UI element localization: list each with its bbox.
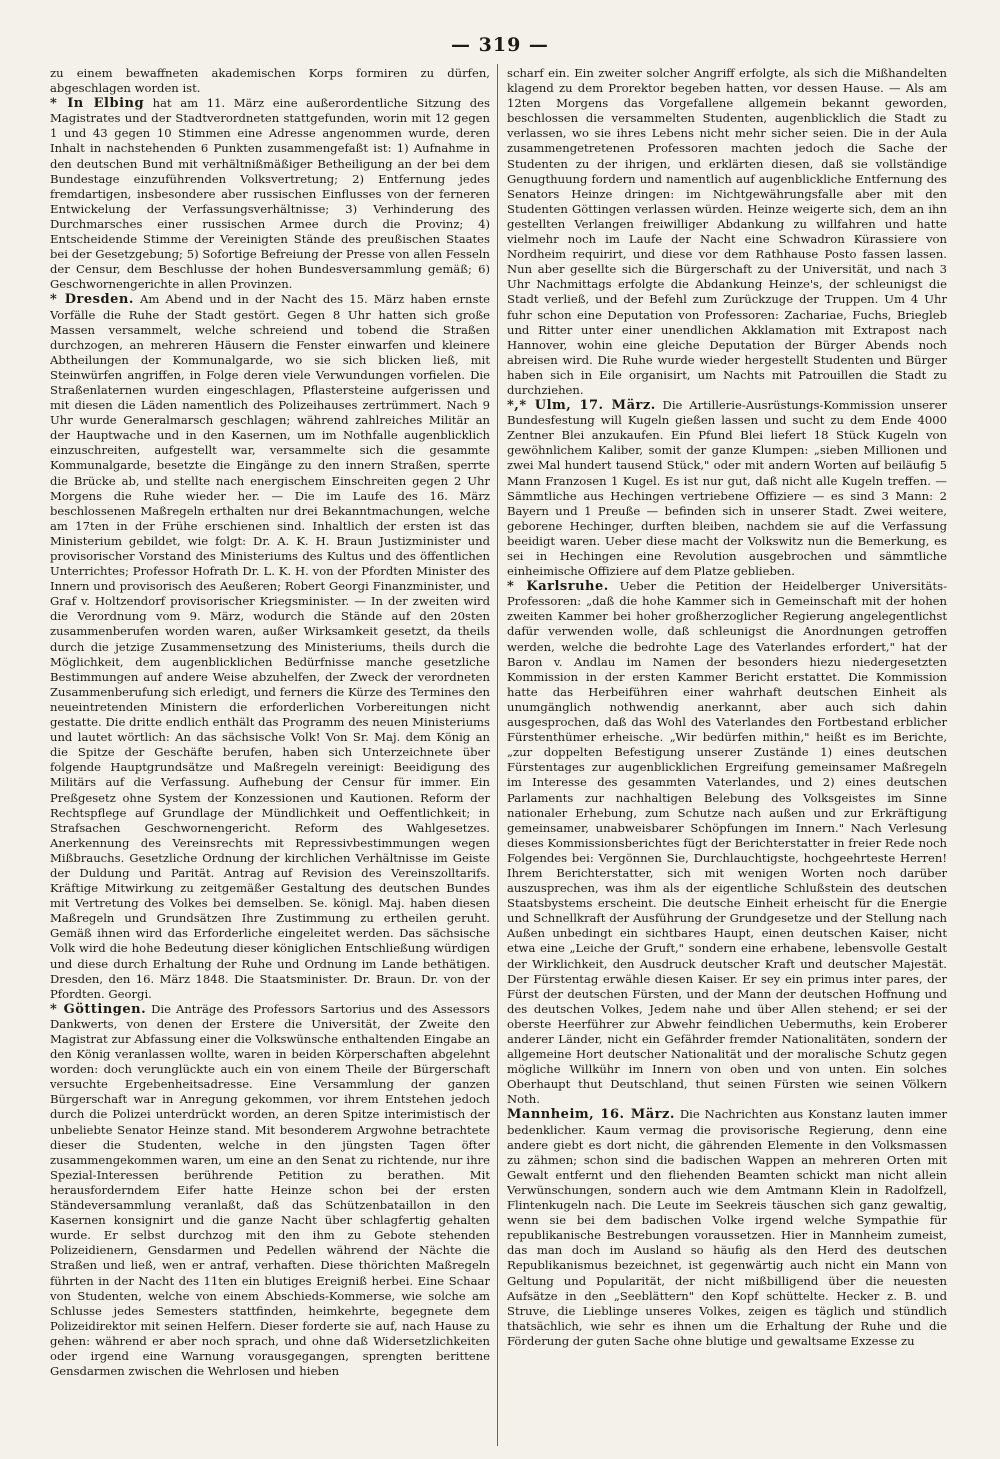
article-elbing: * In Elbing hat am 11. März eine außerordentliche Sitzung des Magistrates und der Stadtverordneten stattgefunden, worin mit 12 gegen 1 und 43 gegen 10 Stimmen eine Adresse angenommen wurde, deren Inhalt in nachstehenden 6 Punkten zusammengefaßt ist: 1) Aufnahme in den deutschen Bund mit verhältnißmäßiger Betheiligung an der bei dem Bundestage einzuführenden Volksvertretung; 2) Entfernung jedes fremdartigen, insbesondere aber russischen Einflusses von der ferneren Entwickelung der Verfassungsverhältnisse; 3) Verhinderung des Durchmarsches einer russischen Armee durch die Provinz; 4) Entscheidende Stimme der Vereinigten Stände des preußischen Staates bei der Gesetzgebung; 5) Sofortige Befreiung der Presse von allen Fesseln der Censur, dem Beschlusse der hohen Bundesversammlung gemäß; 6) Geschwornengerichte in allen Provinzen. bbox=[50, 96, 490, 292]
dateline: * Göttingen. bbox=[50, 1001, 147, 1017]
dateline: * Dresden. bbox=[50, 292, 134, 308]
article-mannheim: Mannheim, 16. März. Die Nachrichten aus Konstanz lauten immer bedenklicher. Kaum vermag die provisorische Regierung, denn eine andere giebt es dort nicht, die gährenden Elemente in den Volksmassen zu zähmen; schon sind die badischen Wappen an mehreren Orten mit Gewalt entfernt und den fliehenden Beamten schickt man nicht allein Verwünschungen, sondern auch wie dem Amtmann Klein in Radolfzell, Flintenkugeln nach. Die Leute im Seekreis täuschen sich ganz gewaltig, wenn sie bei dem badischen Volke irgend welche Sympathie für republikanische Bestrebungen voraussetzen. Hier in Mannheim zumeist, das man doch im Ausland so häufig als den Herd des deutschen Republikanismus bezeichnet, ist gegenwärtig auch nicht ein Mann von Geltung und Popularität, der nicht mißbilligend über die neuesten Aufsätze in den „Seeblättern" den Kopf schüttelte. Hecker z. B. und Struve, die Lieblinge unseres Volkes, zeigen es täglich und stündlich thatsächlich, wie sehr es ihnen um die Erhaltung der Ruhe und die Förderung der guten Sache ohne blutige und gewaltsame Exzesse zu bbox=[507, 1107, 947, 1348]
article-goettingen: * Göttingen. Die Anträge des Professors Sartorius und des Assessors Dankwerts, von denen der Erstere die Universität, der Zweite den Magistrat zur Abfassung einer die Volkswünsche enthaltenden Eingabe an den König veranlassen wollte, waren in beiden Körperschaften abgelehnt worden: doch verunglückte auch ein von einem Theile der Bürgerschaft versuchte Ergebenheitsadresse. Eine Versammlung der ganzen Bürgerschaft war in Anregung gekommen, vor ihrem Entstehen jedoch durch die Polizei unterdrückt worden, an deren Spitze interimistisch der unbeliebte Senator Heinze stand. Mit besonderem Argwohne betrachtete dieser die Studenten, welche in den jüngsten Tagen öfter zusammengekommen waren, um eine an den Senat zu richtende, nur ihre Spezial-Interessen berührende Petition zu berathen. Mit herausforderndem Eifer hatte Heinze schon bei der ersten Ständeversammlung veranlaßt, daß das Schützenbataillon in den Kasernen konsignirt und die ganze Nacht über schlagfertig gehalten wurde. Er selbst durchzog mit den ihm zu Gebote stehenden Polizeidienern, Gensdarmen und Pedellen während der Nächte die Straßen und ließ, wen er antraf, verhaften. Diese thörichten Maßregeln führten in der Nacht des 11ten ein blutiges Ereigniß herbei. Eine Schaar von Studenten, welche von einem Abschieds-Kommerse, wie solche am Schlusse jedes Semesters stattfinden, heimkehrte, begegnete dem Polizeidirektor mit seinen Helfern. Dieser forderte sie auf, nach Hause zu gehen: während er aber noch sprach, und ohne daß Widersetzlichkeiten oder irgend eine Warnung vorausgegangen, sprengten berittene Gensdarmen zwischen die Wehrlosen und hieben bbox=[50, 1001, 490, 1379]
dateline: Mannheim, 16. März. bbox=[507, 1107, 675, 1123]
dateline: *,* Ulm, 17. März. bbox=[507, 398, 656, 414]
dateline: * Karlsruhe. bbox=[507, 579, 609, 595]
column-divider bbox=[497, 64, 498, 1446]
right-column bbox=[507, 66, 947, 1446]
page-number: — 319 — bbox=[451, 34, 549, 56]
article-paragraph: zu einem bewaffneten akademischen Korps formiren zu dürfen, abgeschlagen worden ist. bbox=[50, 66, 490, 96]
article-dresden: * Dresden. Am Abend und in der Nacht des 15. März haben ernste Vorfälle die Ruhe der Stadt gestört. Gegen 8 Uhr hatten sich große Massen versammelt, welche schreiend und tobend die Straßen durchzogen, an mehreren Häusern die Fenster einwarfen und kleinere Abtheilungen der Kommunalgarde, wo sie sich blicken ließ, mit Steinwürfen angriffen, in Folge deren viele Verwundungen vorfielen. Die Straßenlaternen wurden eingeschlagen, Pflastersteine aufgerissen und mit diesen die Läden namentlich des Polizeihauses zertrümmert. Nach 9 Uhr wurde Generalmarsch geschlagen; während zahlreiches Militär an der Hauptwache und in den Kasernen, um im Nothfalle augenblicklich einzuschreiten, aufgestellt war, versammelte sich die gesammte Kommunalgarde, besetzte die Eingänge zu den innern Straßen, sperrte die Brücke ab, und stellte nach energischem Einschreiten gegen 2 Uhr Morgens die Ruhe wieder her. — Die im Laufe des 16. März beschlossenen Maßregeln erthalten nur drei Bekanntmachungen, welche am 17ten in der Frühe erschienen sind. Inhaltlich der ersten ist das Ministerium gebildet, wie folgt: Dr. A. K. H. Braun Justizminister und provisorischer Vorstand des Ministeriums des Kultus und des öffentlichen Unterrichtes; Professor Hofrath Dr. L. K. H. von der Pfordten Minister des Innern und provisorisch des Aeußeren; Robert Georgi Finanzminister, und Graf v. Holtzendorf provisorischer Kriegsminister. — In der zweiten wird die Verordnung vom 9. März, wodurch die Stände auf den 20sten zusammenberufen worden waren, außer Wirksamkeit gesetzt, da theils durch die jetzige Zusammensetzung des Ministeriums, theils durch die Möglichkeit, dem augenblicklichen Bedürfnisse manche gesetzliche Bestimmungen auf andere Weise abzuhelfen, der Zweck der verordneten Zusammenberufung sich erledigt, und ferners die Kürze des Termines den neueintretenden Ministern die erforderlichen Vorbereitungen nicht gestatte. Die dritte endlich enthält das Programm des neuen Ministeriums und lautet wörtlich: An das sächsische Volk! Von Sr. Maj. dem König an die Spitze der Geschäfte berufen, haben sich Unterzeichnete über folgende Hauptgrundsätze und Maßregeln vereinigt: Beeidigung des Militärs auf die Verfassung. Aufhebung der Censur für immer. Ein Preßgesetz ohne System der Konzessionen und Kautionen. Reform der Rechtspflege auf Grundlage der Mündlichkeit und Oeffentlichkeit; in Strafsachen Geschwornengericht. Reform des Wahlgesetzes. Anerkennung des Vereinsrechts mit Repressivbestimmungen wegen Mißbrauchs. Gesetzliche Ordnung der kirchlichen Verhältnisse im Geiste der Duldung und Parität. Antrag auf Revision des Vereinszolltarifs. Kräftige Mitwirkung zu zeitgemäßer Gestaltung des deutschen Bundes mit Vertretung des Volkes bei demselben. Se. königl. Maj. haben diesen Maßregeln und Grundsätzen Ihre Zustimmung zu ertheilen geruht. Gemäß ihnen wird das Erforderliche eingeleitet werden. Das sächsische Volk wird die hohe Bedeutung dieser königlichen Entschließung würdigen und diese durch Erhaltung der Ruhe und Ordnung im Lande bethätigen. Dresden, den 16. März 1848. Die Staatsminister. Dr. Braun. Dr. von der Pfordten. Georgi. bbox=[50, 292, 490, 1001]
article-ulm: *,* Ulm, 17. März. Die Artillerie-Ausrüstungs-Kommission unserer Bundesfestung will Kugeln gießen lassen und sucht zu dem Ende 4000 Zentner Blei anzukaufen. Ein Pfund Blei liefert 18 Stück Kugeln von gewöhnlichem Kaliber, somit der ganze Klumpen: „sieben Millionen und zwei Mal hundert tausend Stück," oder mit andern Worten auf beiläufig 5 Mann Franzosen 1 Kugel. Es ist nur gut, daß nicht alle Kugeln treffen. — Sämmtliche aus Hechingen vertriebene Offiziere — es sind 3 Mann: 2 Bayern und 1 Preuße — befinden sich in unserer Stadt. Zwei weitere, geborene Hechinger, durften bleiben, nachdem sie auf die Verfassung beeidigt waren. Ueber diese macht der Volkswitz nun die Bemerkung, es sei in Hechingen eine Revolution ausgebrochen und sämmtliche einheimische Offiziere auf dem Platze geblieben. bbox=[507, 398, 947, 579]
dateline: * In Elbing bbox=[50, 96, 145, 112]
article-paragraph: scharf ein. Ein zweiter solcher Angriff erfolgte, als sich die Mißhandelten klagend zu dem Prorektor begeben hatten, vor dessen Hause. — Als am 12ten Morgens das Vorgefallene allgemein bekannt geworden, beschlossen die versammelten Studenten, augenblicklich die Stadt zu verlassen, wo sie ihres Lebens nicht mehr sicher seien. Die in der Aula zusammengetretenen Professoren machten jedoch die Sache der Studenten zu der ihrigen, und erklärten diesen, daß sie vollständige Genugthuung fordern und namentlich auf augenblickliche Entfernung des Senators Heinze dringen: im Nichtgewährungsfalle aber mit den Studenten Göttingen verlassen würden. Heinze weigerte sich, dem an ihn gestellten Verlangen freiwilliger Abdankung zu willfahren und hatte vielmehr noch im Laufe der Nacht eine Schwadron Kürassiere von Nordheim requirirt, und diese vor dem Rathhause Posto fassen lassen. Nun aber gesellte sich die Bürgerschaft zu der Universität, und nach 3 Uhr Nachmittags erfolgte die Abdankung Heinze's, der schleunigst die Stadt verließ, und der Befehl zum Zurückzuge der Truppen. Um 4 Uhr fuhr schon eine Deputation von Professoren: Zachariae, Fuchs, Briegleb und Ritter unter einer unendlichen Akklamation mit Extrapost nach Hannover, wohin eine gleiche Deputation der Bürger Abends noch abreisen wird. Die Ruhe wurde wieder hergestellt Studenten und Bürger haben sich in Eile organisirt, um Nachts mit Patrouillen die Stadt zu durchziehen. bbox=[507, 66, 947, 397]
article-karlsruhe: * Karlsruhe. Ueber die Petition der Heidelberger Universitäts-Professoren: „daß die hohe Kammer sich in Gemeinschaft mit der hohen zweiten Kammer bei hoher großherzoglicher Regierung angelegentlichst dafür verwenden wolle, daß schleunigst die Anordnungen getroffen werden, welche die bedrohte Lage des Vaterlandes erfordert," hat der Baron v. Andlau im Namen der besonders hiezu niedergesetzten Kommission in der ersten Kammer Bericht erstattet. Die Kommission hatte das Herbeiführen einer wahrhaft deutschen Einheit als unumgänglich nothwendig anerkannt, aber auch sich dahin ausgesprochen, daß das Wohl des Vaterlandes den Fortbestand erblicher Fürstenthümer erheische. „Wir bedürfen mithin," heißt es im Berichte, „zur doppelten Befestigung unserer Zustände 1) eines deutschen Fürstentages zur augenblicklichen Ergreifung gemeinsamer Maßregeln im Interesse des gesammten Vaterlandes, und 2) eines deutschen Parlaments zur nachhaltigen Belebung des Volksgeistes im Sinne nationaler Erhebung, zum Schutze nach außen und zur Erkräftigung gemeinsamer, unabweisbarer Schöpfungen im Innern." Nach Verlesung dieses Kommissionsberichtes fügt der Berichterstatter in freier Rede noch Folgendes bei: Vergönnen Sie, Durchlauchtigste, hochgeehrteste Herren! Ihrem Berichterstatter, sich mit wenigen Worten noch darüber auszusprechen, was ihm als der eigentliche Schlußstein des deutschen Staatsbystems erscheint. Die deutsche Einheit erheischt für die Energie und Schnellkraft der Ausführung der Grundgesetze und der Stellung nach Außen unbedingt ein sichtbares Haupt, einen deutschen Kaiser, nicht etwa eine „Leiche der Gruft," sondern eine erhabene, lebensvolle Gestalt der Wirklichkeit, den Ausdruck deutscher Kraft und deutscher Majestät. Der Fürstentag erwähle diesen Kaiser. Er sey ein primus inter pares, der Fürst der deutschen Fürsten, und der Mann der deutschen Hoffnung und des deutschen Volkes, Jedem nahe und über Allen stehend; er sei der oberste Heerführer zur Abwehr feindlichen Uebermuths, kein Eroberer anderer Länder, nicht ein Gefährder fremder Nationalitäten, sondern der allgemeine Hort deutscher Nationalität und der moralische Schutz gegen mögliche Willkühr im Innern von oben und von unten. Ein solches Oberhaupt thut Deutschland, thut seinen Fürsten wie seinen Völkern Noth. bbox=[507, 579, 947, 1107]
left-column bbox=[50, 66, 490, 1446]
